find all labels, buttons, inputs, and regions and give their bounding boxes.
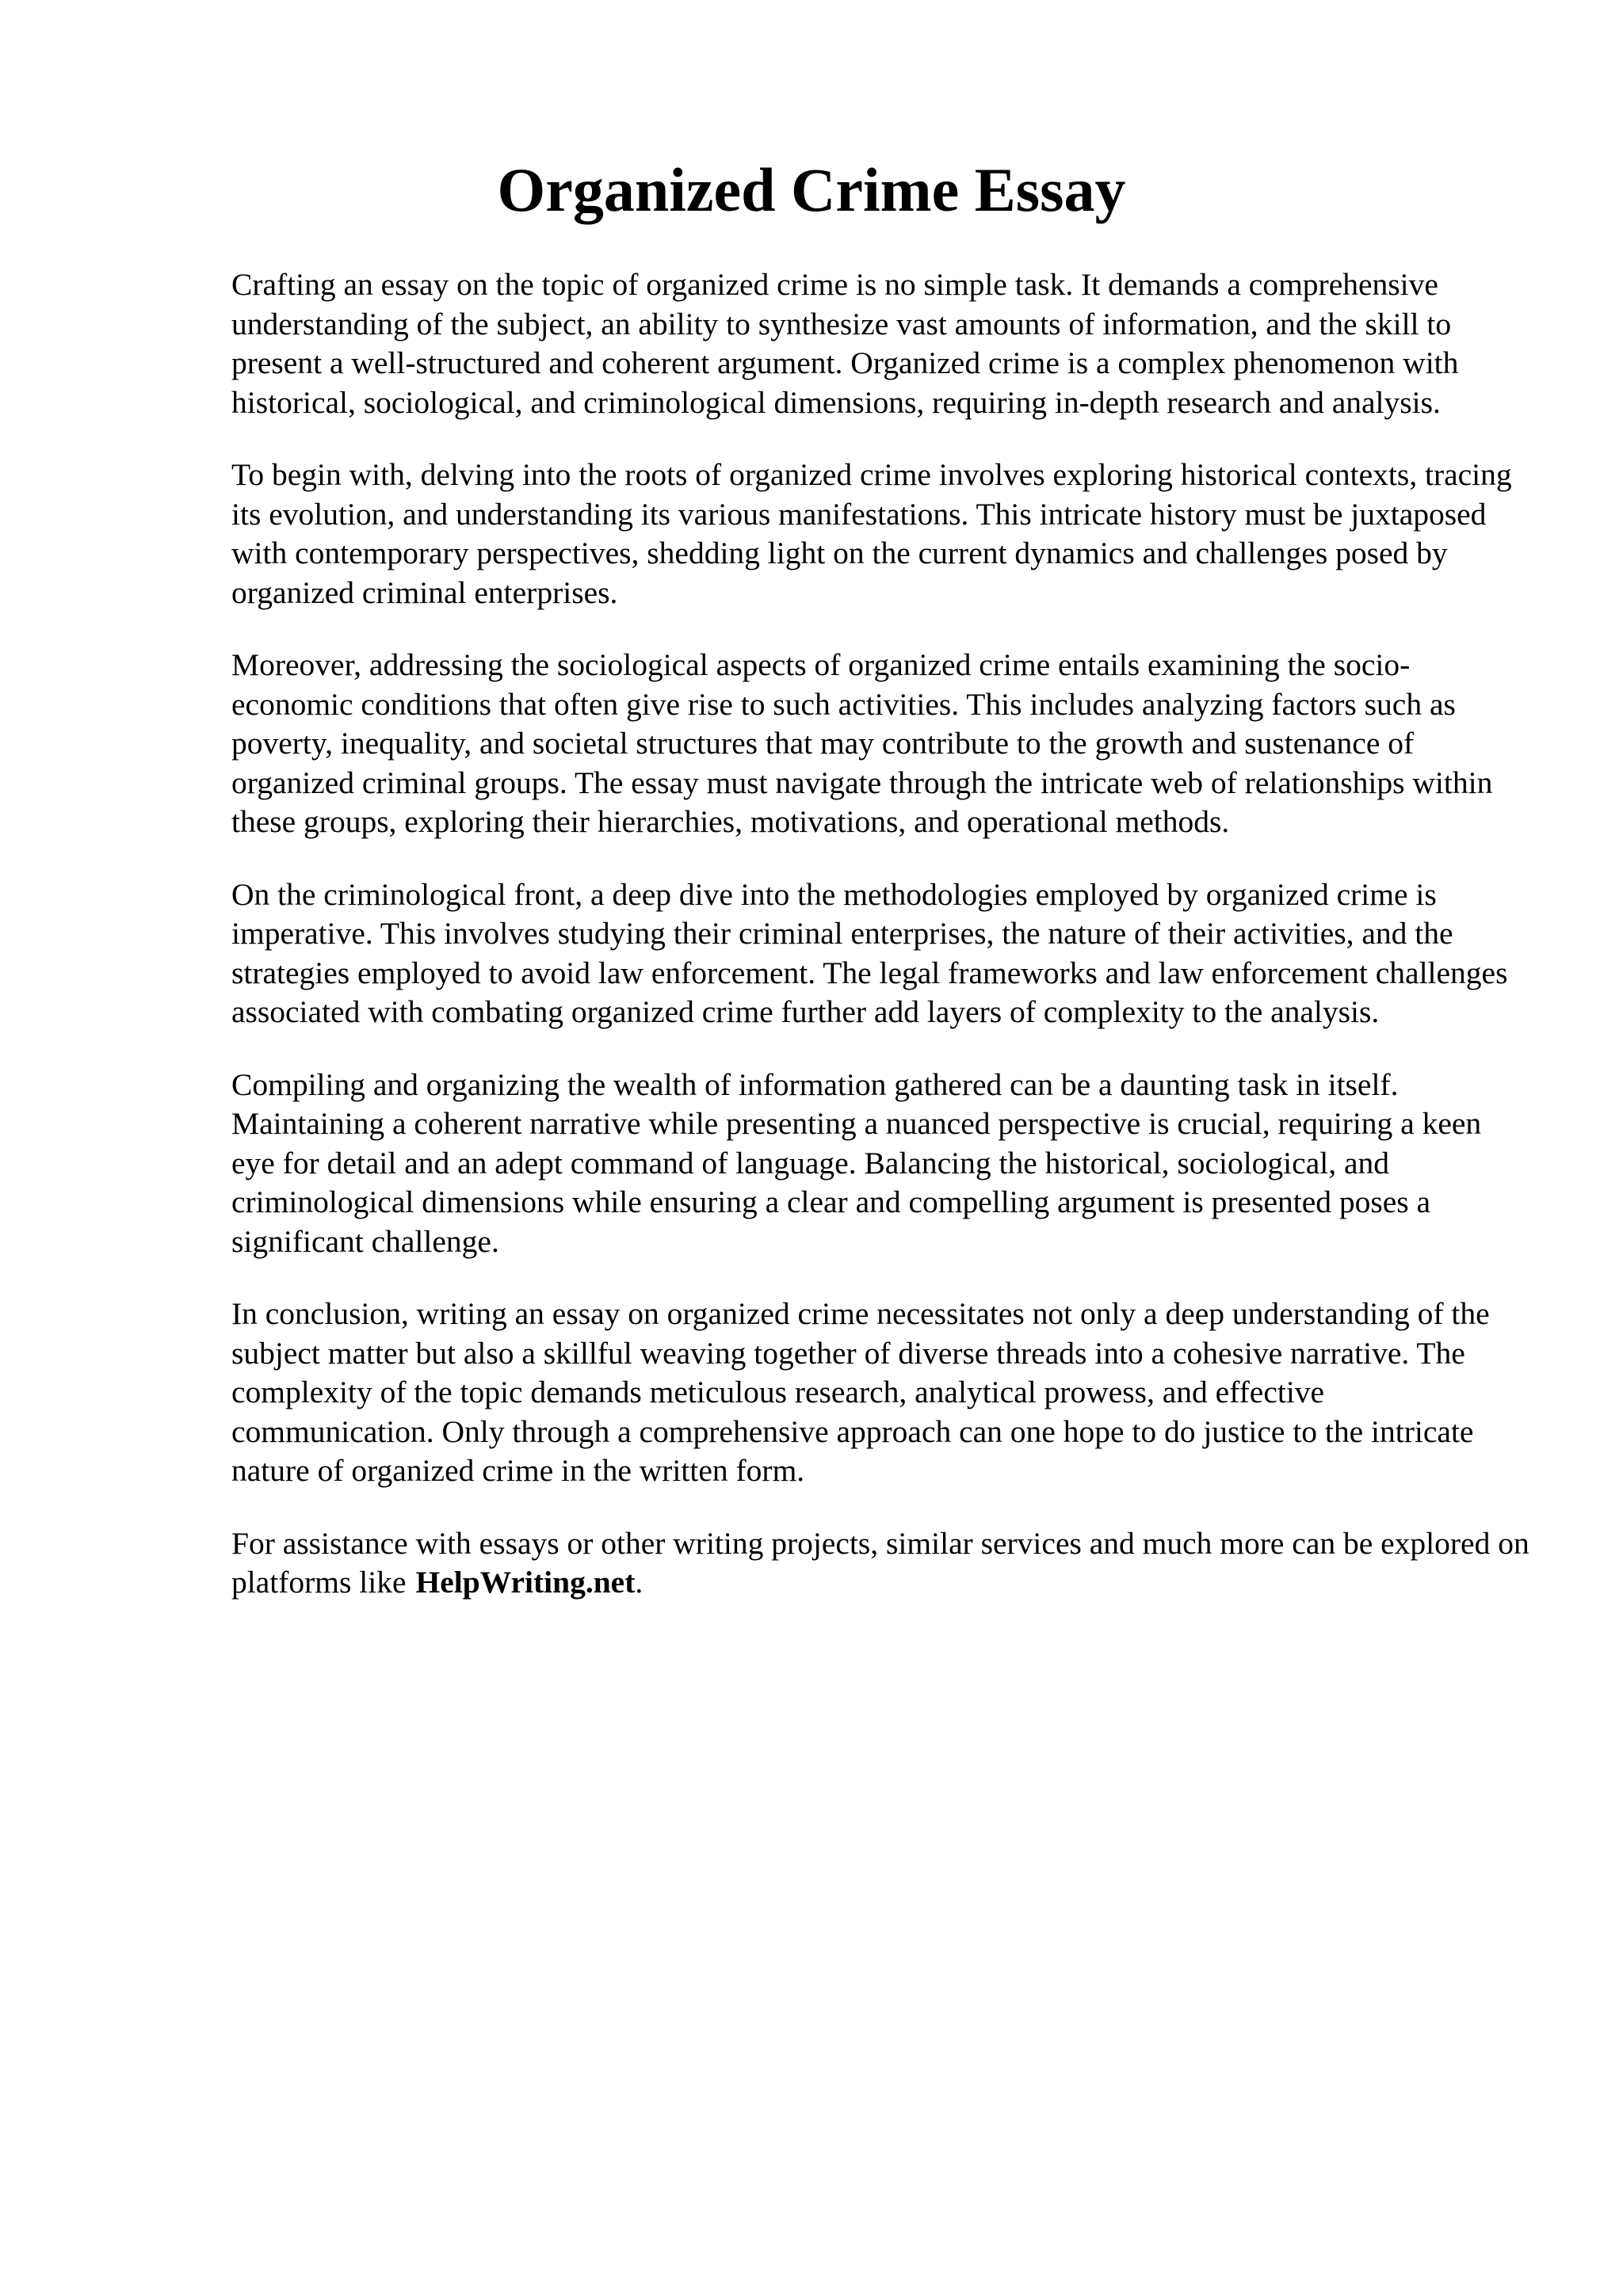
essay-body [231,265,1531,1603]
paragraph-2: To begin with, delving into the roots of organized crime involves exploring historical contexts, tracing its evolution, and understanding its various manifestations. This intricate history must be juxtaposed with contemporary perspectives, shedding light on the current dynamics and challenges posed by organized criminal enterprises. [231,457,1512,610]
paragraph-5: Compiling and organizing the wealth of information gathered can be a daunting task in itself. Maintaining a coherent narrative while presenting a nuanced perspective is crucial, requiring a keen eye for detail and an adept command of language. Balancing the historical, sociological, and criminological dimensions while ensuring a clear and compelling argument is presented poses a significant challenge. [231,1066,1482,1259]
document-title: Organized Crime Essay [497,155,1126,224]
paragraph-1: Crafting an essay on the topic of organized crime is no simple task. It demands a comprehensive understanding of the subject, an ability to synthesize vast amounts of information, and the skill to present a well-structured and coherent argument. Organized crime is a complex phenomenon with historical, sociological, and criminological dimensions, requiring in-depth research and analysis. [231,267,1459,420]
closing-period: . [635,1565,643,1600]
helpwriting-link[interactable]: HelpWriting.net [415,1565,636,1600]
closing-paragraph [231,1524,1531,1603]
paragraph-4: On the criminological front, a deep dive into the methodologies employed by organized crime is imperative. This involves studying their criminal enterprises, the nature of their activities, and the strategies employed to avoid law enforcement. The legal frameworks and law enforcement challenges associated with combating organized crime further add layers of complexity to the analysis. [231,876,1508,1029]
paragraph-3: Moreover, addressing the sociological aspects of organized crime entails examining the socio-economic conditions that often give rise to such activities. This includes analyzing factors such as poverty, inequality, and societal structures that may contribute to the growth and sustenance of organized criminal groups. The essay must navigate through the intricate web of relationships within these groups, exploring their hierarchies, motivations, and operational methods. [231,647,1493,839]
paragraph-6: In conclusion, writing an essay on organized crime necessitates not only a deep understanding of the subject matter but also a skillful weaving together of diverse threads into a cohesive narrative. The complexity of the topic demands meticulous research, analytical prowess, and effective communication. Only through a comprehensive approach can one hope to do justice to the intricate nature of organized crime in the written form. [231,1296,1490,1488]
closing-text: For assistance with essays or other writing projects, similar services and much more can be explored on platforms like [231,1525,1529,1600]
